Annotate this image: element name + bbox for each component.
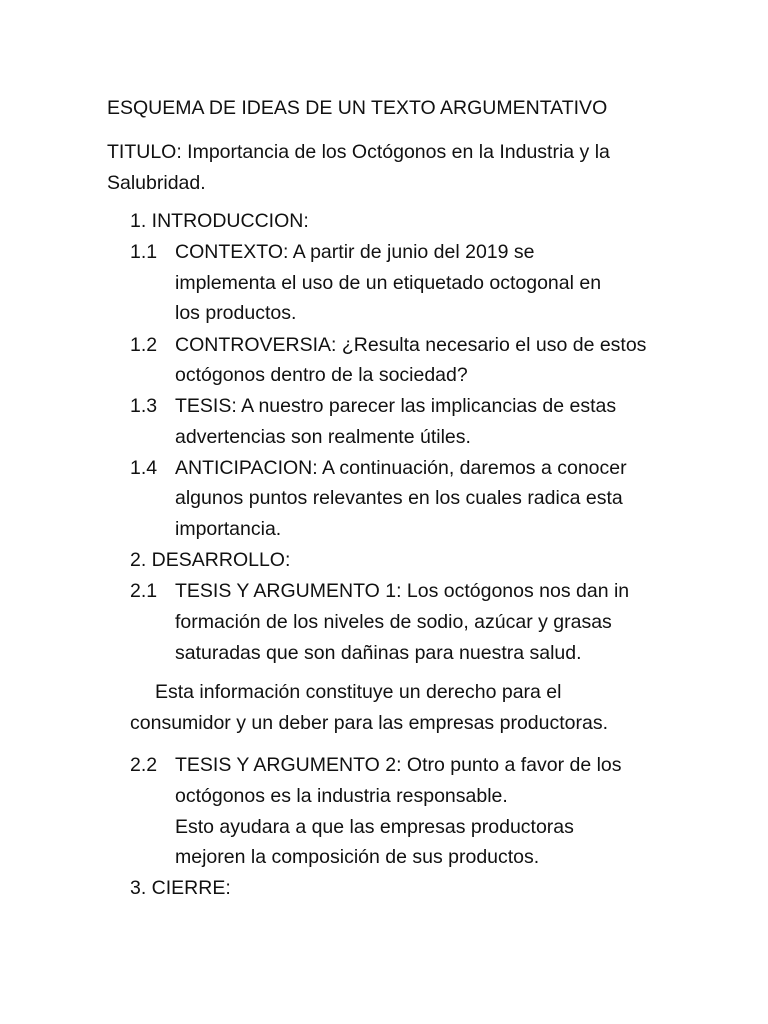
item-1-3-line-2: advertencias son realmente útiles. [175,426,471,448]
document-heading: ESQUEMA DE IDEAS DE UN TEXTO ARGUMENTATIVO [107,97,608,119]
paragraph-line-2: consumidor y un deber para las empresas productoras. [130,712,608,734]
item-2-1-line-1: TESIS Y ARGUMENTO 1: Los octógonos nos dan in [175,580,630,602]
item-2-2-line-4: mejoren la composición de sus productos. [175,846,540,868]
item-2-1-line-2: formación de los niveles de sodio, azúcar y grasas [175,611,612,633]
item-number: 1.3 [130,395,158,417]
item-number: 2.2 [130,754,158,776]
item-2-1-line-3: saturadas que son dañinas para nuestra salud. [175,642,582,664]
item-1-4-line-3: importancia. [175,518,282,540]
item-1-1-line-2: implementa el uso de un etiquetado octogonal en [175,272,602,294]
item-number: 1.4 [130,457,158,479]
section-desarrollo: 2. DESARROLLO: [130,549,291,571]
item-number: 1.2 [130,334,158,356]
section-cierre: 3. CIERRE: [130,877,231,899]
item-1-1-line-3: los productos. [175,302,297,324]
item-number: 2.1 [130,580,158,602]
section-introduccion: 1. INTRODUCCION: [130,210,309,232]
titulo-line-1: TITULO: Importancia de los Octógonos en la Industria y la [107,141,610,163]
paragraph-line-1: Esta información constituye un derecho para el [155,681,562,703]
item-1-2-line-1: CONTROVERSIA: ¿Resulta necesario el uso de estos [175,334,647,356]
item-2-2-line-2: octógonos es la industria responsable. [175,785,508,807]
titulo-line-2: Salubridad. [107,172,206,194]
item-number: 1.1 [130,241,158,263]
item-1-4-line-1: ANTICIPACION: A continuación, daremos a conocer [175,457,627,479]
item-2-2-line-1: TESIS Y ARGUMENTO 2: Otro punto a favor de los [175,754,622,776]
item-1-3-line-1: TESIS: A nuestro parecer las implicancias de estas [175,395,617,417]
item-2-2-line-3: Esto ayudara a que las empresas productoras [175,816,574,838]
item-1-2-line-2: octógonos dentro de la sociedad? [175,364,468,386]
item-1-1-line-1: CONTEXTO: A partir de junio del 2019 se [175,241,535,263]
item-1-4-line-2: algunos puntos relevantes en los cuales radica esta [175,487,623,509]
